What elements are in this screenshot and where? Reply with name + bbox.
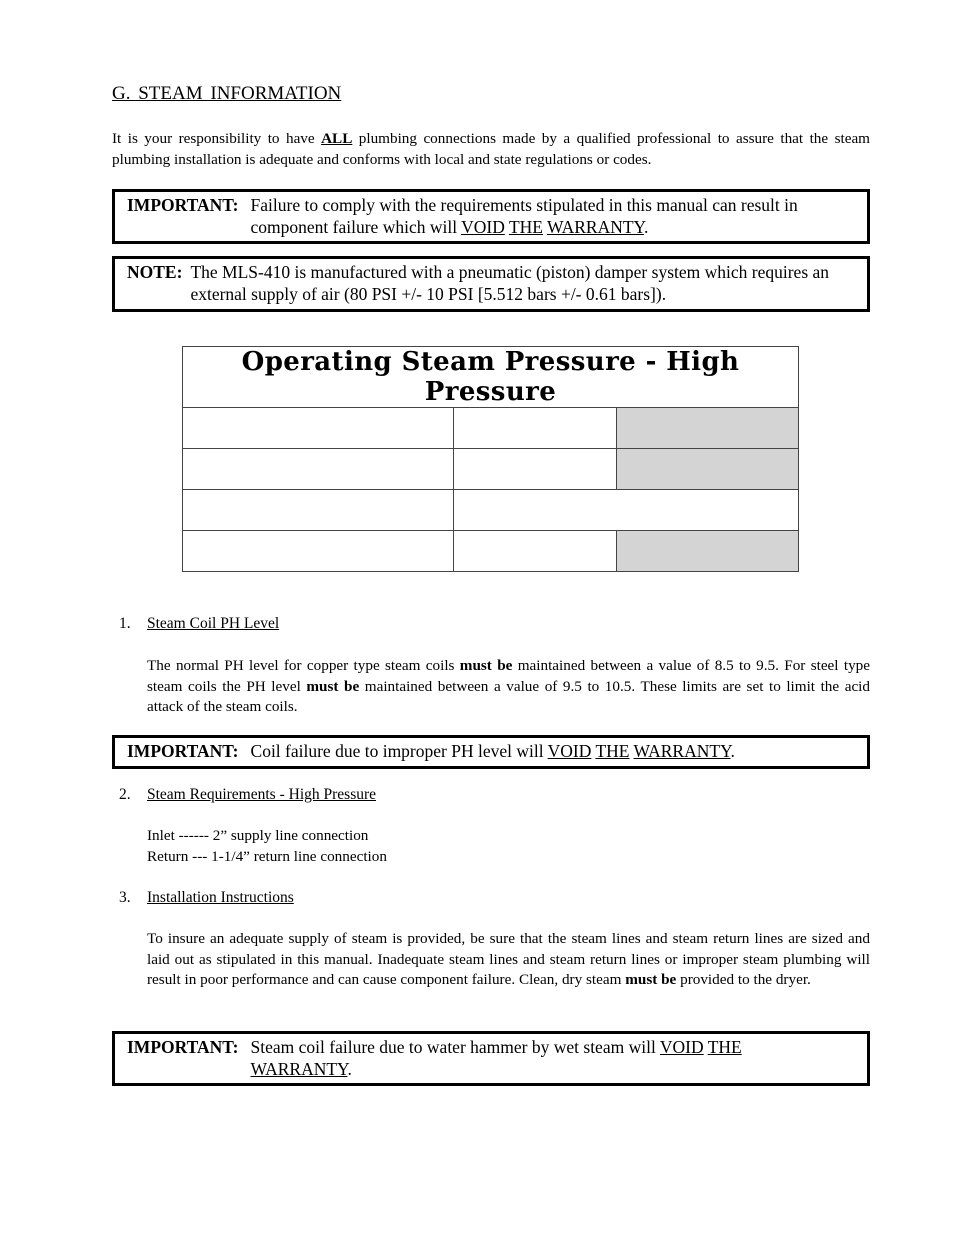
item-heading-ph-level [119, 615, 279, 633]
void-word: VOID [461, 217, 505, 237]
table-cell [183, 449, 454, 490]
inlet-line: Inlet ------ 2” supply line connection [147, 827, 369, 844]
important-box-warranty [112, 189, 870, 244]
item-number: 2. [119, 786, 131, 803]
table-cell [454, 531, 617, 572]
important-text: Coil failure due to improper PH level will VOID THE WARRANTY. [250, 741, 735, 761]
return-line: Return --- 1-1/4” return line connection [147, 847, 387, 865]
void-word: VOID [659, 1037, 704, 1057]
table-cell-shaded [617, 531, 799, 572]
the-word: THE [595, 741, 630, 761]
installation-paragraph: To insure an adequate supply of steam is provided, be sure that the steam lines and steam return lines are sized and laid out as stipulated in this manual. Inadequate steam lines and steam return lines or improper steam plumbing will result in poor performance and can cause component failure. Clean, dry steam must be provided to the dryer. [147, 930, 870, 988]
important-text: Steam coil failure due to water hammer by wet steam will VOID THE WARRANTY. [250, 1037, 742, 1079]
warranty-word: WARRANTY [547, 217, 644, 237]
item-title: Steam Requirements - High Pressure [147, 786, 377, 803]
table-row [183, 490, 799, 531]
table-cell [454, 408, 617, 449]
section-title: G. STEAM INFORMATION [112, 83, 342, 104]
important-box-water-hammer [112, 1031, 870, 1086]
important-label: IMPORTANT: [127, 741, 239, 761]
important-box-ph [112, 735, 870, 769]
ph-level-paragraph: The normal PH level for copper type steam coils must be maintained between a value of 8.5 to 9.5. For steel type steam coils the PH level must be maintained between a value of 9.5 to 10.5. These limits are set to limit the acid attack of the steam coils. [147, 657, 870, 715]
intro-paragraph [112, 128, 870, 170]
item-number: 1. [119, 615, 131, 632]
table-row [183, 449, 799, 490]
important-label: IMPORTANT: [127, 195, 239, 215]
important-text: Failure to comply with the requirements stipulated in this manual can result in component failure which will VOID THE WARRANTY. [250, 195, 798, 237]
item-heading-steam-requirements [119, 786, 376, 804]
table-cell [183, 490, 454, 531]
table-cell-merged [454, 490, 799, 531]
note-box [112, 256, 870, 312]
intro-text-start: It is your responsibility to have [112, 130, 322, 147]
warranty-word: WARRANTY [250, 1059, 348, 1079]
the-word: THE [707, 1037, 742, 1057]
warranty-word: WARRANTY [633, 741, 731, 761]
item-title: Steam Coil PH Level [147, 615, 280, 632]
must-be-bold: must be [625, 971, 677, 988]
item-number: 3. [119, 889, 131, 906]
must-be-bold: must be [459, 657, 513, 674]
table-cell-shaded [617, 408, 799, 449]
table-row [183, 408, 799, 449]
important-label: IMPORTANT: [127, 1037, 239, 1057]
intro-bold-all: ALL [321, 130, 353, 147]
operating-pressure-table [182, 346, 799, 572]
table-cell [454, 449, 617, 490]
item-title: Installation Instructions [147, 889, 294, 906]
steam-requirements-lines [147, 826, 870, 867]
table-row [183, 531, 799, 572]
the-word: THE [508, 217, 543, 237]
intro-text-end: plumbing connections made by a qualified professional to assure that the steam plumbing installation is adequate and conforms with local and state regulations or codes. [112, 130, 870, 168]
void-word: VOID [547, 741, 592, 761]
table-title: Operating Steam Pressure - High Pressure [183, 347, 799, 408]
note-text: The MLS-410 is manufactured with a pneumatic (piston) damper system which requires an external supply of air (80 PSI +/- 10 PSI [5.512 bars +/- 0.61 bars]). [190, 262, 830, 304]
must-be-bold: must be [306, 677, 360, 695]
table-cell [183, 408, 454, 449]
item-heading-installation [119, 889, 294, 907]
table-cell [183, 531, 454, 572]
table-cell-shaded [617, 449, 799, 490]
note-label: NOTE: [127, 262, 183, 282]
